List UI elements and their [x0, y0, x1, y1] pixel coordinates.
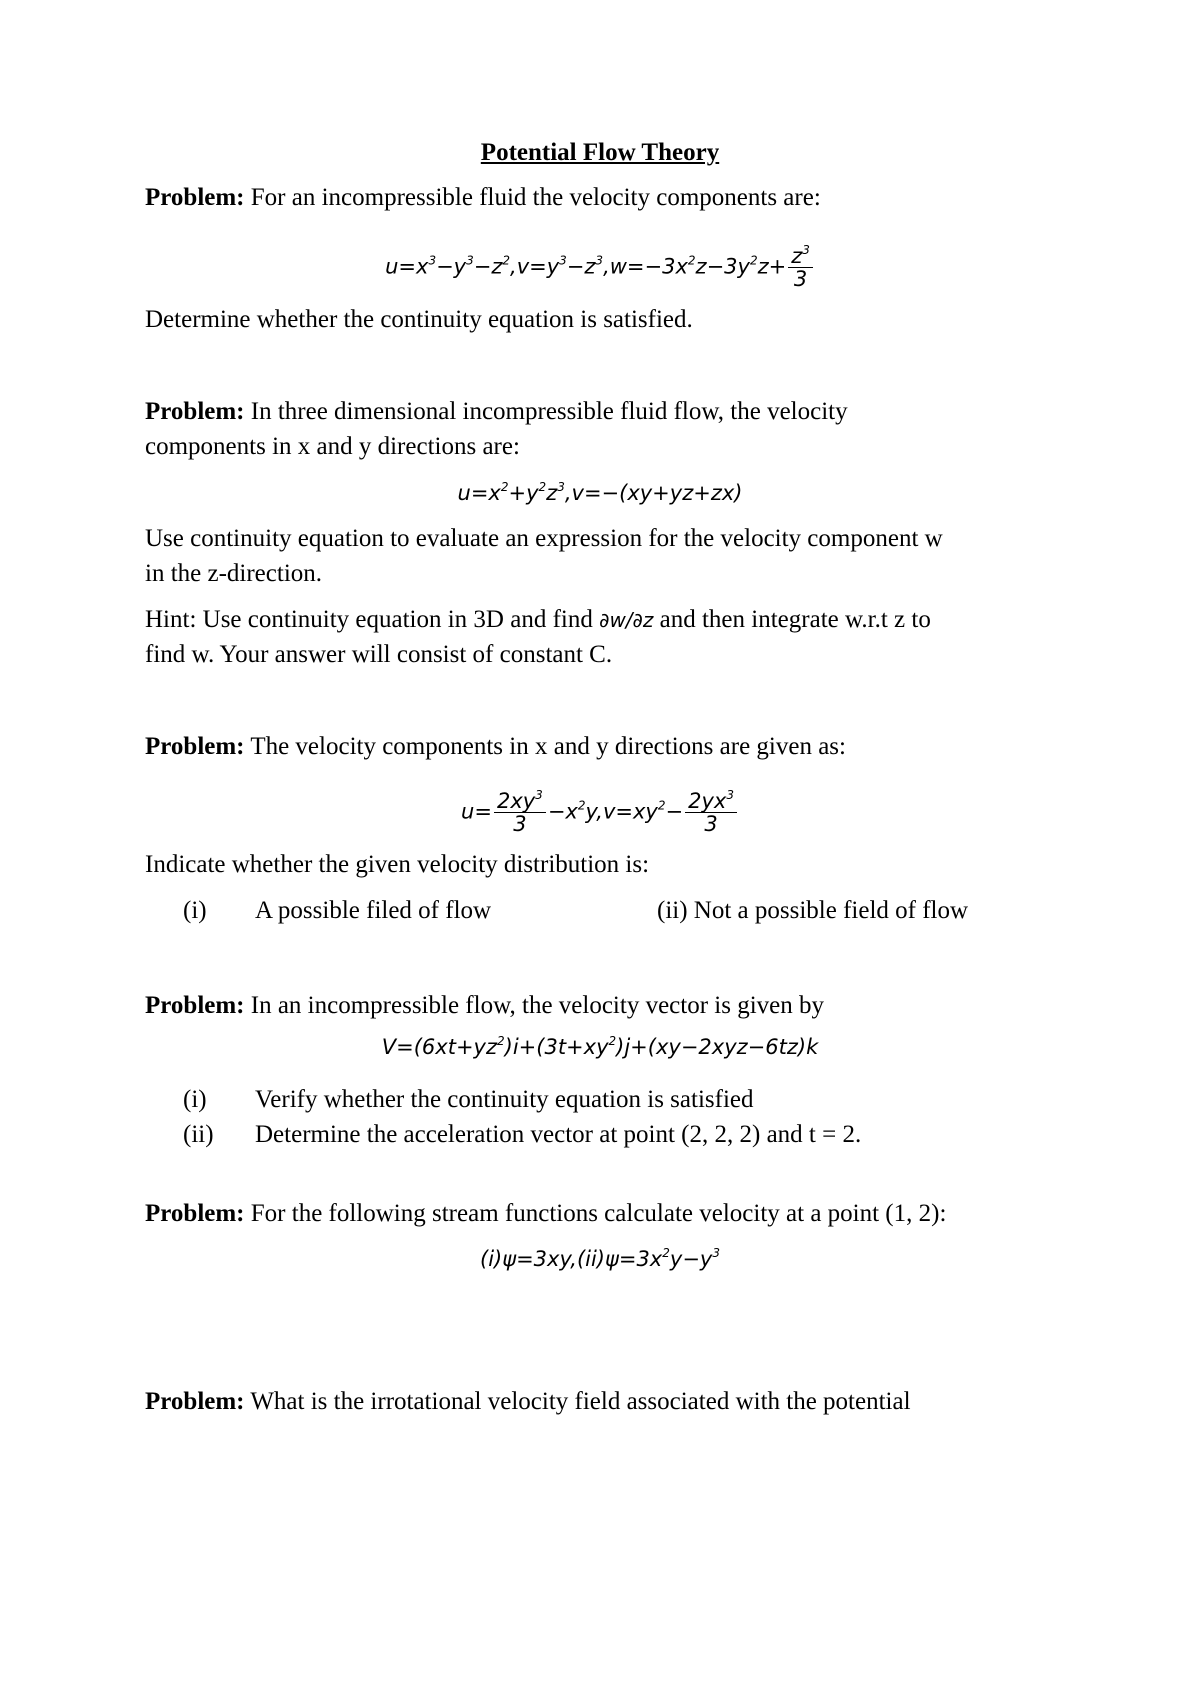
- item-2-number: (ii): [183, 1121, 214, 1148]
- problem-1-equation: $u=x^3-y^3-z^2,v=y^3-z^3,w=-3x^2z-3y^2z+$ $\frac{z^3}{3}$: [0, 245, 1200, 290]
- fraction: $\frac{2xy^3}{3}$: [494, 790, 546, 835]
- fraction: $\frac{2yx^3}{3}$: [685, 790, 737, 835]
- problem-label: Problem:: [145, 398, 245, 425]
- hint-math: ∂w/∂z: [599, 608, 654, 632]
- problem-label: Problem:: [145, 992, 245, 1019]
- problem-3-equation: u= $\frac{2xy^3}{3}$ $-x^2y,v=xy^2-$ $\frac{2yx^3}{3}$: [0, 790, 1200, 835]
- page-title: Potential Flow Theory: [480, 139, 720, 166]
- problem-5-equation: $(i)\psi=3xy,(ii)\psi=3x^2y-y^3$: [480, 1246, 720, 1271]
- problem-4-statement: Problem: In an incompressible flow, the velocity vector is given by: [145, 992, 824, 1019]
- problem-1-statement: [145, 180, 1070, 216]
- problem-1-question: Determine whether the continuity equation is satisfied.: [145, 306, 693, 333]
- problem-6-statement: Problem: What is the irrotational velocity field associated with the potential: [145, 1388, 911, 1415]
- problem-2-hint-cont: find w. Your answer will consist of constant C.: [145, 641, 613, 668]
- problem-2-statement-cont: components in x and y directions are:: [145, 433, 520, 460]
- problem-2-equation: $u=x^2+y^2z^3,v=-(xy+yz+zx)$: [457, 480, 743, 505]
- item-1-text: Verify whether the continuity equation is satisfied: [255, 1086, 754, 1113]
- fraction: $\frac{z^3}{3}$: [788, 245, 813, 290]
- problem-label: Problem:: [145, 733, 245, 760]
- item-1-number: (i): [183, 1086, 207, 1113]
- option-1-text: A possible filed of flow: [255, 897, 492, 924]
- problem-2-statement: Problem: In three dimensional incompressible fluid flow, the velocity: [145, 398, 848, 425]
- option-1-number: (i): [183, 897, 207, 924]
- problem-5-statement: Problem: For the following stream functions calculate velocity at a point (1, 2):: [145, 1200, 947, 1227]
- problem-4-equation: $V=(6xt+yz^2)i+(3t+xy^2)j+(xy-2xyz-6tz)k$: [381, 1034, 819, 1059]
- problem-label: Problem:: [145, 1388, 245, 1415]
- problem-1-text: For an incompressible fluid the velocity components are:: [244, 184, 821, 211]
- problem-2-question-line-1: Use continuity equation to evaluate an expression for the velocity component w: [145, 525, 943, 552]
- option-2-text: (ii) Not a possible field of flow: [657, 897, 969, 924]
- problem-label: Problem:: [145, 1200, 245, 1227]
- problem-2-question-line-2: in the z-direction.: [145, 560, 323, 587]
- item-2-text: Determine the acceleration vector at point (2, 2, 2) and t = 2.: [255, 1121, 862, 1148]
- problem-2-hint: Hint: Use continuity equation in 3D and find ∂w/∂z and then integrate w.r.t z to: [145, 606, 931, 633]
- problem-3-statement: Problem: The velocity components in x and y directions are given as:: [145, 733, 846, 760]
- problem-label: Problem:: [145, 184, 245, 211]
- problem-3-question: Indicate whether the given velocity distribution is:: [145, 851, 650, 878]
